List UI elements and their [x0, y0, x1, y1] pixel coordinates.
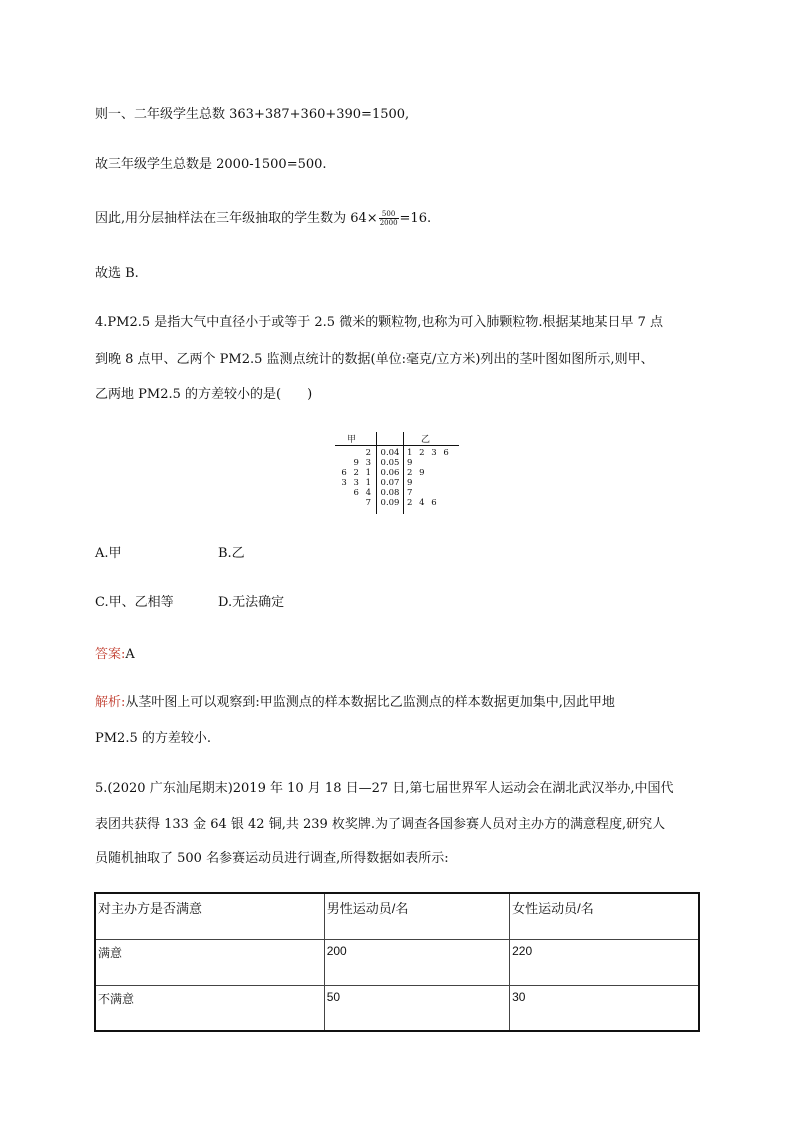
question-4-line-1: 4.PM2.5 是指大气中直径小于或等于 2.5 微米的颗粒物,也称为可入肺颗粒物.根据某地某日早 7 点 [95, 315, 664, 330]
sampling-prefix: 因此,用分层抽样法在三年级抽取的学生数为 64× [95, 211, 378, 226]
table-cell: 50 [324, 986, 509, 1032]
table-cell: 不满意 [95, 986, 324, 1032]
option-b: B.乙 [218, 546, 245, 561]
analysis-line-2: PM2.5 的方差较小. [95, 731, 211, 746]
sampling-suffix: =16. [399, 211, 432, 226]
text-line-stratified-sampling [95, 209, 431, 229]
answer-label: 答案: [95, 647, 126, 662]
yi-leaves: 7 [407, 488, 415, 498]
text-line-total-grades-1-2: 则一、二年级学生总数 363+387+360+390=1500, [95, 107, 410, 122]
table-header-row [95, 893, 699, 940]
table-header: 女性运动员/名 [510, 893, 699, 940]
stem-leaf-plot [335, 432, 463, 522]
option-d: D.无法确定 [218, 595, 285, 610]
fraction-numerator: 500 [379, 210, 399, 219]
stem-value: 0.05 [380, 458, 400, 468]
jia-leaves: 7 [365, 498, 373, 508]
jia-leaves: 2 [365, 448, 373, 458]
stem-value: 0.08 [380, 488, 400, 498]
stem-leaf-row [335, 488, 463, 498]
jia-leaves: 6 2 1 [341, 468, 373, 478]
question-5-line-2: 表团共获得 133 金 64 银 42 铜,共 239 枚奖牌.为了调查各国参赛人员对主办方的满意程度,研究人 [95, 817, 666, 832]
table-header: 对主办方是否满意 [95, 893, 324, 940]
stem-leaf-row [335, 498, 463, 508]
yi-leaves: 9 [407, 458, 415, 468]
analysis-line-1 [95, 693, 615, 713]
jia-leaves: 6 4 [353, 488, 373, 498]
table-cell: 220 [510, 940, 699, 986]
table-row [95, 940, 699, 986]
stem-leaf-header-yi: 乙 [421, 435, 431, 445]
stem-value: 0.04 [380, 448, 400, 458]
question-4-line-2: 到晚 8 点甲、乙两个 PM2.5 监测点统计的数据(单位:毫克/立方米)列出的茎叶图如图所示,则甲、 [95, 352, 654, 367]
analysis-text: 从茎叶图上可以观察到:甲监测点的样本数据比乙监测点的样本数据更加集中,因此甲地 [125, 695, 615, 710]
analysis-label: 解析: [95, 695, 126, 710]
stem-leaf-row [335, 468, 463, 478]
question-4-line-3: 乙两地 PM2.5 的方差较小的是( ) [95, 387, 313, 402]
jia-leaves: 3 3 1 [341, 478, 373, 488]
stem-leaf-row [335, 458, 463, 468]
question-5-line-1: 5.(2020 广东汕尾期末)2019 年 10 月 18 日—27 日,第七届世界军人运动会在湖北武汉举办,中国代 [95, 781, 674, 796]
yi-leaves: 2 4 6 [407, 498, 439, 508]
jia-leaves: 9 3 [353, 458, 373, 468]
yi-leaves: 9 [407, 478, 415, 488]
stem-leaf-row [335, 448, 463, 458]
table-cell: 200 [324, 940, 509, 986]
answer-value: A [125, 647, 135, 662]
stem-leaf-row [335, 478, 463, 488]
yi-leaves: 2 9 [407, 468, 427, 478]
fraction-denominator: 2000 [379, 219, 398, 227]
sampling-fraction [379, 210, 399, 227]
satisfaction-table [94, 892, 700, 1032]
stem-value: 0.09 [380, 498, 400, 508]
option-c: C.甲、乙相等 [95, 595, 174, 610]
option-a: A.甲 [95, 546, 122, 561]
text-line-choose-b: 故选 B. [95, 266, 139, 281]
table-row [95, 986, 699, 1032]
stem-leaf-header-jia: 甲 [347, 435, 357, 445]
table-cell: 30 [510, 986, 699, 1032]
stem-value: 0.07 [380, 478, 400, 488]
table-header: 男性运动员/名 [324, 893, 509, 940]
text-line-grade-3-total: 故三年级学生总数是 2000-1500=500. [95, 157, 327, 172]
stem-value: 0.06 [380, 468, 400, 478]
stem-leaf-header-rule [335, 445, 459, 446]
question-5-line-3: 员随机抽取了 500 名参赛运动员进行调查,所得数据如表所示: [95, 851, 449, 866]
table-cell: 满意 [95, 940, 324, 986]
answer-line [95, 645, 135, 665]
yi-leaves: 1 2 3 6 [407, 448, 451, 458]
